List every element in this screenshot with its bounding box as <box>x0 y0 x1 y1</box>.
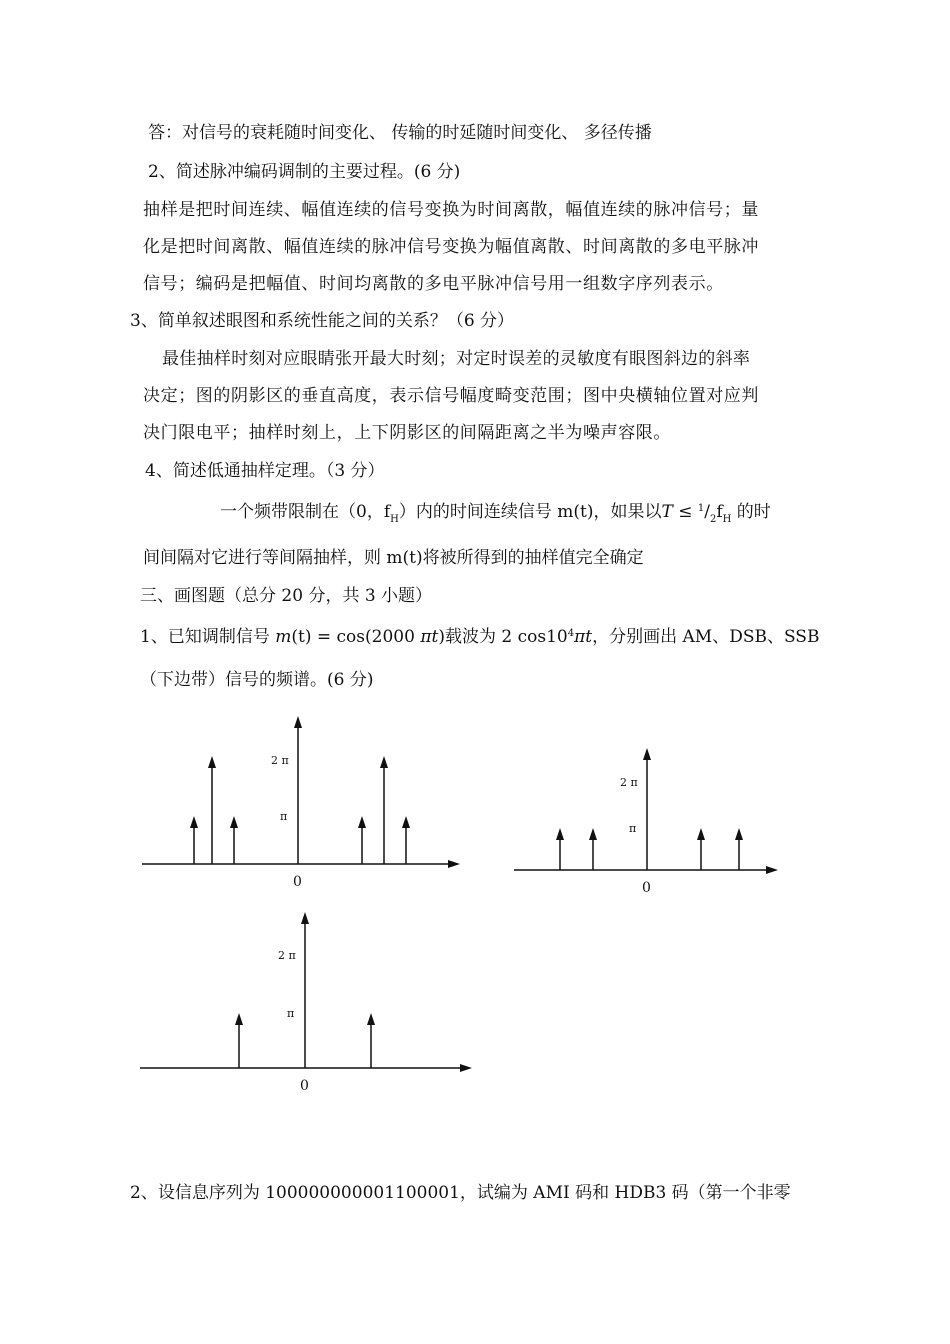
s3q1-t: (t) <box>291 627 312 647</box>
label-2pi: 2 π <box>271 754 289 767</box>
section3-q1-line-2: （下边带）信号的频谱。(6 分) <box>140 670 374 690</box>
q4-title: 4、简述低通抽样定理。（3 分） <box>145 461 385 481</box>
q3-title: 3、简单叙述眼图和系统性能之间的关系？（6 分） <box>130 311 515 331</box>
q4-fsub-h: H <box>722 514 732 525</box>
q4-sub-h: H <box>390 514 399 525</box>
q2-answer-line-1: 抽样是把时间连续、幅值连续的信号变换为时间离散，幅值连续的脉冲信号；量 <box>143 200 759 220</box>
label-zero: 0 <box>642 880 651 896</box>
q3-answer-line-3: 决门限电平；抽样时刻上，上下阴影区的间隔距离之半为噪声容限。 <box>143 423 671 443</box>
q5-title: 2、设信息序列为 100000000001100001，试编为 AMI 码和 HDB3 码（第一个非零 <box>130 1183 791 1203</box>
s3q1-sup: 4 <box>567 628 575 639</box>
q4-two: 2 <box>709 514 717 525</box>
q4-slash: / <box>704 502 710 522</box>
impulse-arrow-icon <box>367 1013 375 1025</box>
q3-answer-line-1: 最佳抽样时刻对应眼睛张开最大时刻；对定时误差的灵敏度有眼图斜边的斜率 <box>162 349 751 369</box>
s3q1-text-b: 载波为 2 cos10 <box>444 627 568 647</box>
q4-text-c: 的时 <box>731 502 771 522</box>
impulse-arrow-icon <box>235 1013 243 1025</box>
q4-one: 1 <box>697 503 705 514</box>
q1-answer: 答：对信号的衰耗随时间变化、 传输的时延随时间变化、 多径传播 <box>148 123 652 143</box>
s3q1-m: m <box>275 627 292 647</box>
label-2pi: 2 π <box>278 949 296 962</box>
q2-answer-line-2: 化是把时间离散、幅值连续的脉冲信号变换为幅值离散、时间离散的多电平脉冲 <box>143 237 759 257</box>
q3-answer-line-2: 决定；图的阴影区的垂直高度，表示信号幅度畸变范围；图中央横轴位置对应判 <box>143 386 759 406</box>
s3q1-text-a: 1、已知调制信号 <box>140 627 276 647</box>
section3-title: 三、画图题（总分 20 分，共 3 小题） <box>140 586 433 606</box>
q4-f: f <box>716 502 723 522</box>
frequency-axis-arrow <box>460 1064 472 1072</box>
q2-title: 2、简述脉冲编码调制的主要过程。(6 分) <box>148 162 461 182</box>
q4-symbol-t: T <box>661 502 673 522</box>
s3q1-pit: πt <box>420 627 439 647</box>
label-pi: π <box>280 810 288 823</box>
s3q1-eq: = cos(2000 <box>311 627 421 647</box>
q4-text-a: 一个频带限制在（0，f <box>220 502 391 522</box>
s3q1-text-c: ，分别画出 AM、DSB、SSB <box>592 627 820 647</box>
label-pi: π <box>629 822 637 835</box>
label-zero: 0 <box>300 1078 309 1094</box>
q4-text-b: ）内的时间连续信号 m(t)，如果以 <box>398 502 662 522</box>
q4-symbol-le: ≤ <box>672 502 698 522</box>
q2-answer-line-3: 信号；编码是把幅值、时间均离散的多电平脉冲信号用一组数字序列表示。 <box>143 274 724 294</box>
label-zero: 0 <box>293 874 302 890</box>
amplitude-axis-arrow <box>301 912 309 924</box>
s3q1-pit2: πt <box>574 627 593 647</box>
s3q1-close: ) <box>438 627 445 647</box>
q4-answer-line-2: 间间隔对它进行等间隔抽样，则 m(t)将被所得到的抽样值完全确定 <box>143 548 644 568</box>
label-2pi: 2 π <box>620 776 638 789</box>
label-pi: π <box>287 1007 295 1020</box>
